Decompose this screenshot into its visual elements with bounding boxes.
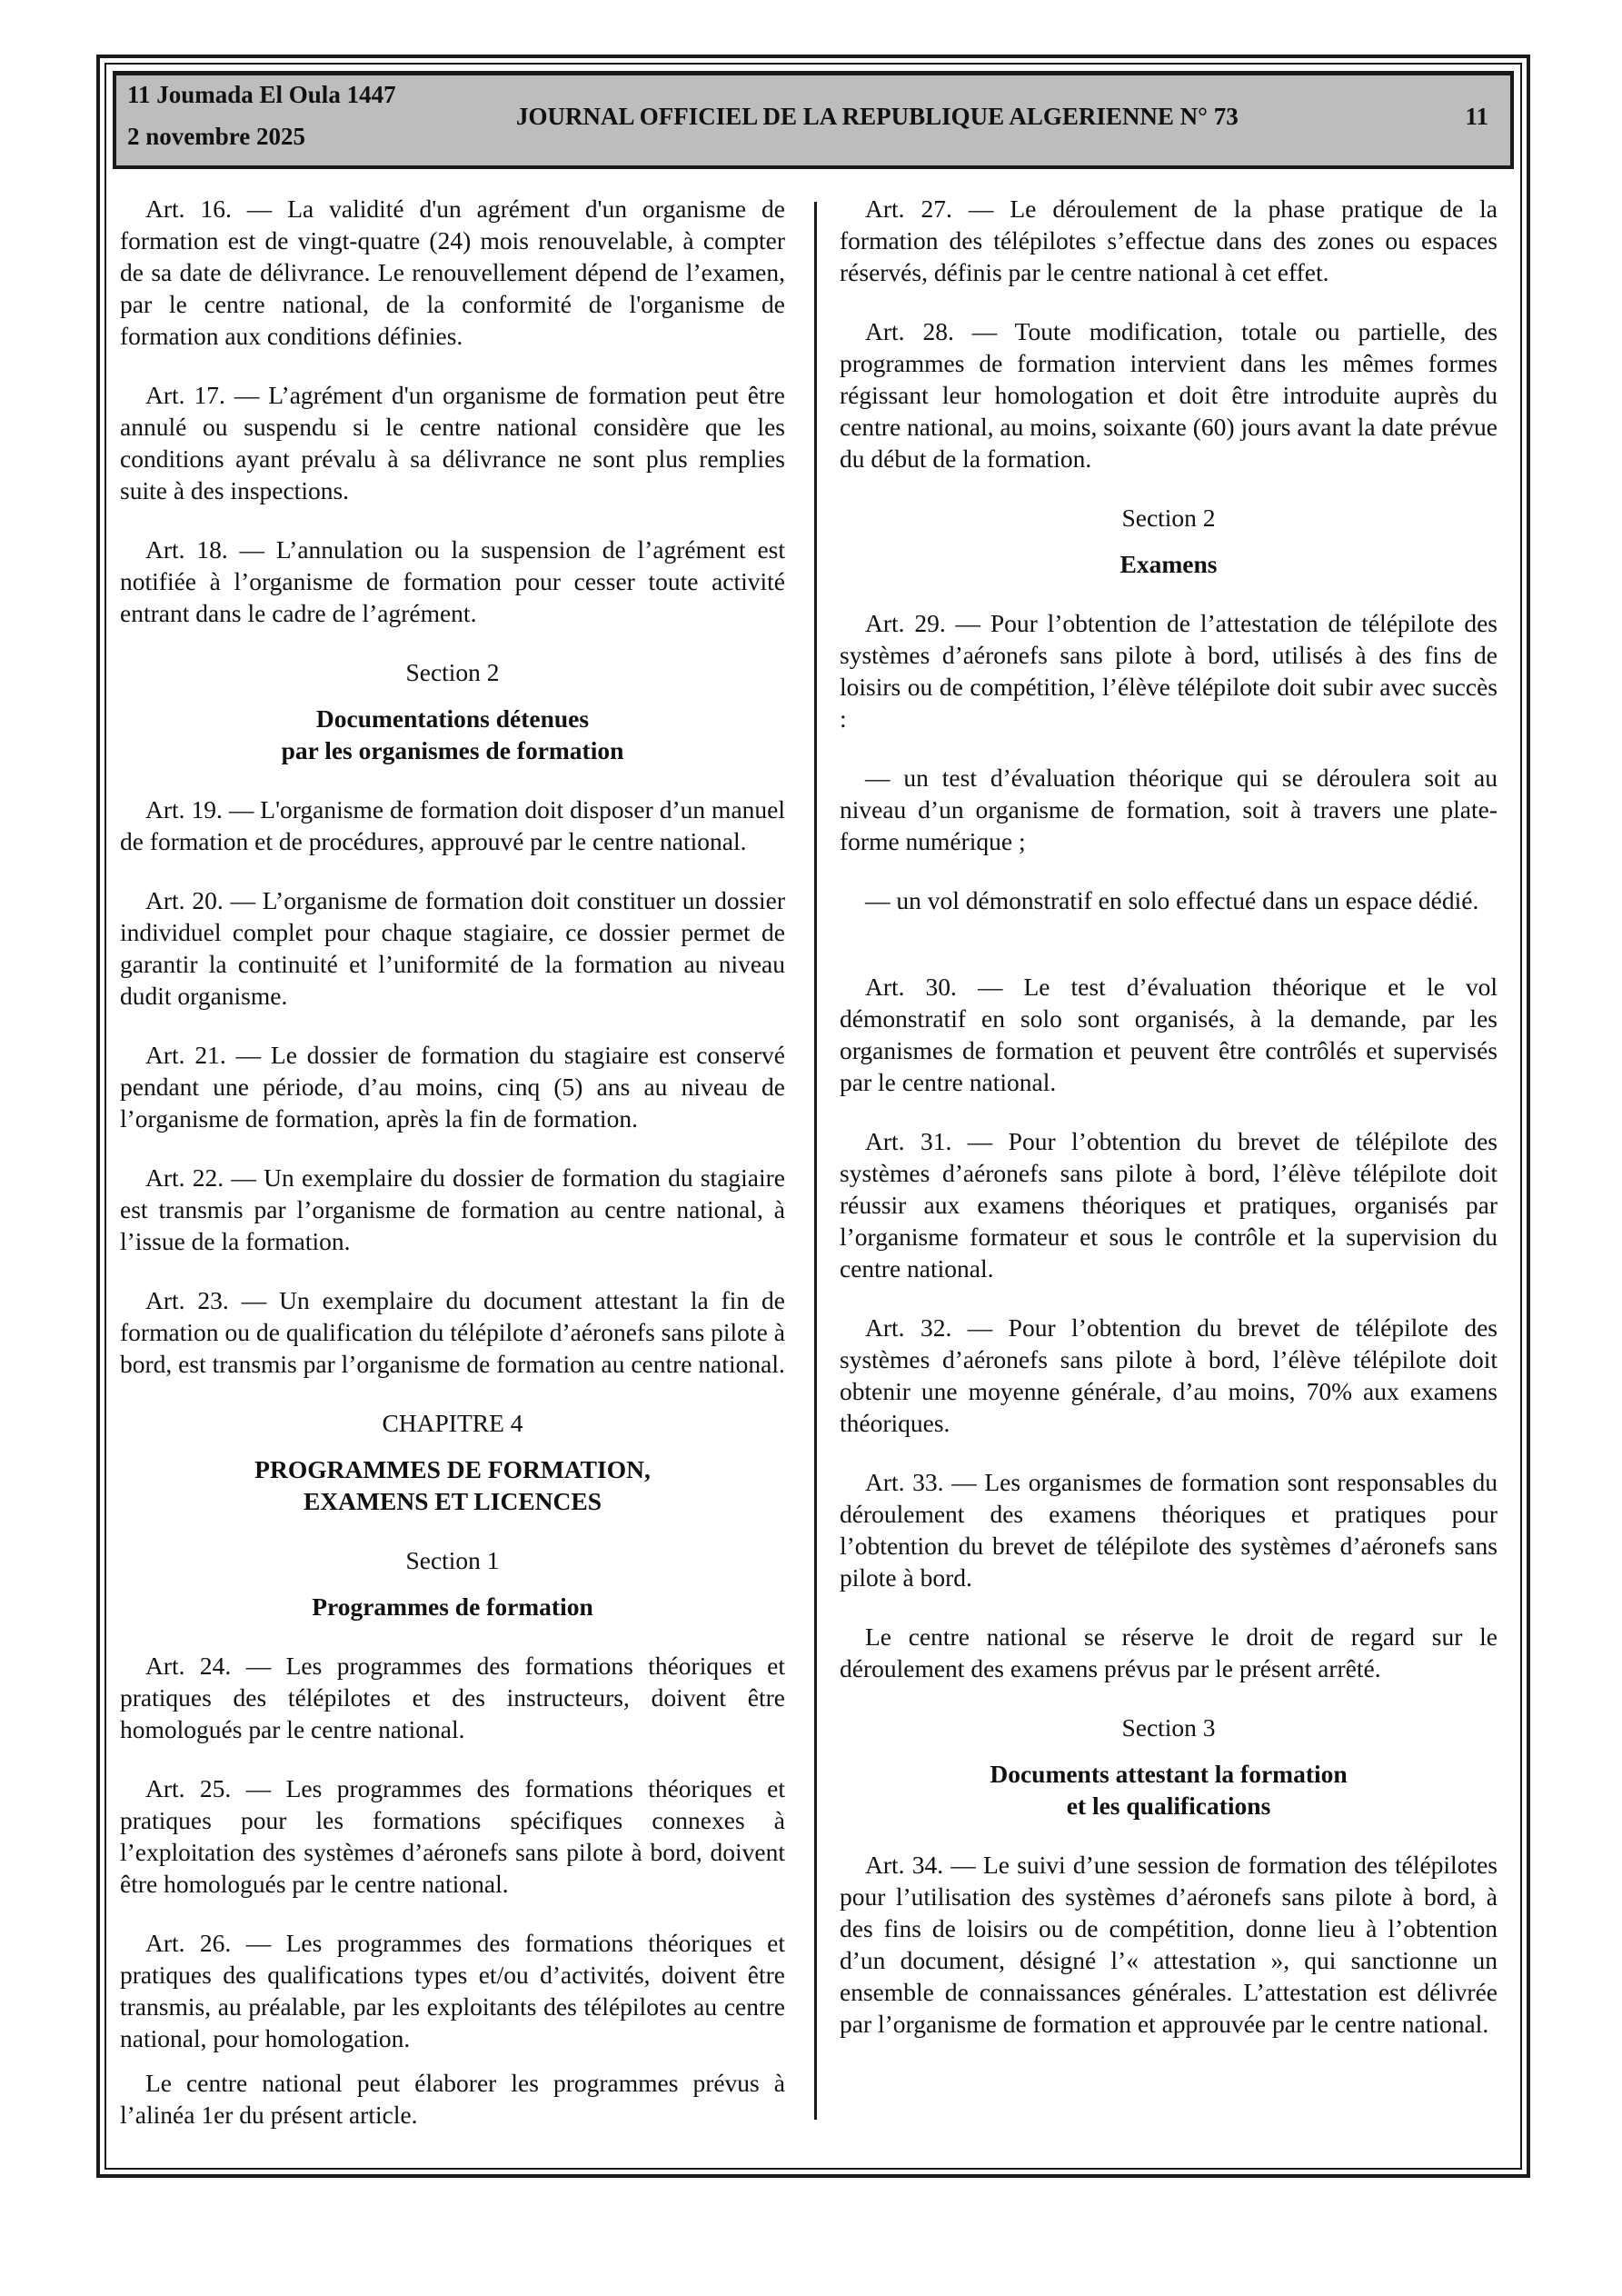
paragraph: Art. 27. — Le déroulement de la phase pratique de la formation des télépilotes s’effectue dans des zones ou espaces réservés, définis par le centre national à cet effet. — [840, 195, 1498, 286]
paragraph: Art. 19. — L'organisme de formation doit disposer d’un manuel de formation et de procédures, approuvé par le centre national. — [120, 795, 785, 855]
header-date-hijri: 11 Joumada El Oula 1447 — [127, 81, 396, 108]
paragraph: Art. 21. — Le dossier de formation du stagiaire est conservé pendant une période, d’au moins, cinq (5) ans au niveau de l’organisme de formation, après la fin de formation. — [120, 1041, 785, 1133]
right-column — [840, 193, 1498, 2067]
column-divider — [814, 202, 817, 2120]
paragraph: Art. 23. — Un exemplaire du document attestant la fin de formation ou de qualification du télépilote d’aéronefs sans pilote à bord, est transmis par l’organisme de formation au centre national. — [120, 1286, 785, 1378]
paragraph: Le centre national peut élaborer les programmes prévus à l’alinéa 1er du présent article. — [120, 2069, 785, 2129]
left-column — [120, 193, 785, 2158]
section-label: Section 3 — [1121, 1713, 1216, 1742]
paragraph: Art. 25. — Les programmes des formations théoriques et pratiques pour les formations spécifiques connexes à l’exploitation des systèmes d’aéronefs sans pilote à bord, doivent être homologués par le centre national. — [120, 1774, 785, 1898]
page-header — [113, 71, 1514, 169]
section-heading: Examens — [1119, 550, 1218, 578]
paragraph: Art. 30. — Le test d’évaluation théorique et le vol démonstratif en solo sont organisés, à la demande, par les organismes de formation et peuvent être contrôlés et supervisés par le centre national. — [840, 973, 1498, 1096]
journal-title: JOURNAL OFFICIEL DE LA REPUBLIQUE ALGERIENNE N° 73 — [516, 103, 1239, 130]
paragraph: Art. 22. — Un exemplaire du dossier de formation du stagiaire est transmis par l’organisme de formation au centre national, à l’issue de la formation. — [120, 1163, 785, 1255]
paragraph: — un test d’évaluation théorique qui se déroulera soit au niveau d’un organisme de formation, soit à travers une plate-forme numérique ; — [840, 764, 1498, 855]
paragraph: Le centre national se réserve le droit de regard sur le déroulement des examens prévus par le présent arrêté. — [840, 1622, 1498, 1682]
section-label: CHAPITRE 4 — [382, 1409, 523, 1437]
paragraph: Art. 18. — L’annulation ou la suspension de l’agrément est notifiée à l’organisme de formation pour cesser toute activité entrant dans le cadre de l’agrément. — [120, 535, 785, 627]
section-heading: PROGRAMMES DE FORMATION, EXAMENS ET LICENCES — [254, 1455, 651, 1515]
section-heading: Programmes de formation — [312, 1592, 593, 1621]
paragraph: Art. 17. — L’agrément d'un organisme de formation peut être annulé ou suspendu si le centre national considère que les conditions ayant prévalu à sa délivrance ne sont plus remplies suite à des inspections. — [120, 381, 785, 504]
section-label: Section 1 — [405, 1546, 500, 1574]
paragraph: — un vol démonstratif en solo effectué dans un espace dédié. — [865, 886, 1479, 914]
page-number: 11 — [1465, 103, 1488, 130]
section-label: Section 2 — [405, 658, 500, 686]
paragraph: Art. 16. — La validité d'un agrément d'un organisme de formation est de vingt-quatre (24) mois renouvelable, à compter de sa date de délivrance. Le renouvellement dépend de l’examen, par le centre national, de la conformité de l'organisme de formation aux conditions définies. — [120, 195, 785, 350]
paragraph: Art. 34. — Le suivi d’une session de formation des télépilotes pour l’utilisation des systèmes d’aéronefs sans pilote à bord, à des fins de loisirs ou de compétition, donne lieu à l’obtention d’un document, désigné l’« attestation », qui sanctionne un ensemble de connaissances générales. L’attestation est délivrée par l’organisme de formation et approuvée par le centre national. — [840, 1851, 1498, 2038]
section-label: Section 2 — [1121, 504, 1216, 532]
section-heading: Documents attestant la formation et les qualifications — [990, 1760, 1348, 1820]
paragraph: Art. 26. — Les programmes des formations théoriques et pratiques des qualifications types et/ou d’activités, doivent être transmis, au préalable, par les exploitants des télépilotes au centre national, pour homologation. — [120, 1929, 785, 2052]
paragraph: Art. 32. — Pour l’obtention du brevet de télépilote des systèmes d’aéronefs sans pilote à bord, l’élève télépilote doit obtenir une moyenne générale, d’au moins, 70% aux examens théoriques. — [840, 1313, 1498, 1437]
paragraph: Art. 29. — Pour l’obtention de l’attestation de télépilote des systèmes d’aéronefs sans pilote à bord, utilisés à des fins de loisirs ou de compétition, l’élève télépilote doit subir avec succès : — [840, 609, 1498, 733]
paragraph: Art. 31. — Pour l’obtention du brevet de télépilote des systèmes d’aéronefs sans pilote à bord, l’élève télépilote doit réussir aux examens théoriques et pratiques, organisés par l’organisme formateur et sous le contrôle et la supervision du centre national. — [840, 1127, 1498, 1283]
paragraph: Art. 20. — L’organisme de formation doit constituer un dossier individuel complet pour chaque stagiaire, ce dossier permet de garantir la continuité et l’uniformité de la formation au niveau dudit organisme. — [120, 886, 785, 1010]
paragraph: Art. 33. — Les organismes de formation sont responsables du déroulement des examens théoriques et pratiques pour l’obtention du brevet de télépilote des systèmes d’aéronefs sans pilote à bord. — [840, 1468, 1498, 1592]
section-heading: Documentations détenues par les organismes de formation — [281, 704, 624, 764]
paragraph: Art. 28. — Toute modification, totale ou partielle, des programmes de formation intervient dans les mêmes formes régissant leur homologation et doit être introduite auprès du centre national, au moins, soixante (60) jours avant la date prévue du début de la formation. — [840, 317, 1498, 473]
header-date-gregorian: 2 novembre 2025 — [127, 123, 305, 150]
paragraph: Art. 24. — Les programmes des formations théoriques et pratiques des télépilotes et des instructeurs, doivent être homologués par le centre national. — [120, 1652, 785, 1743]
